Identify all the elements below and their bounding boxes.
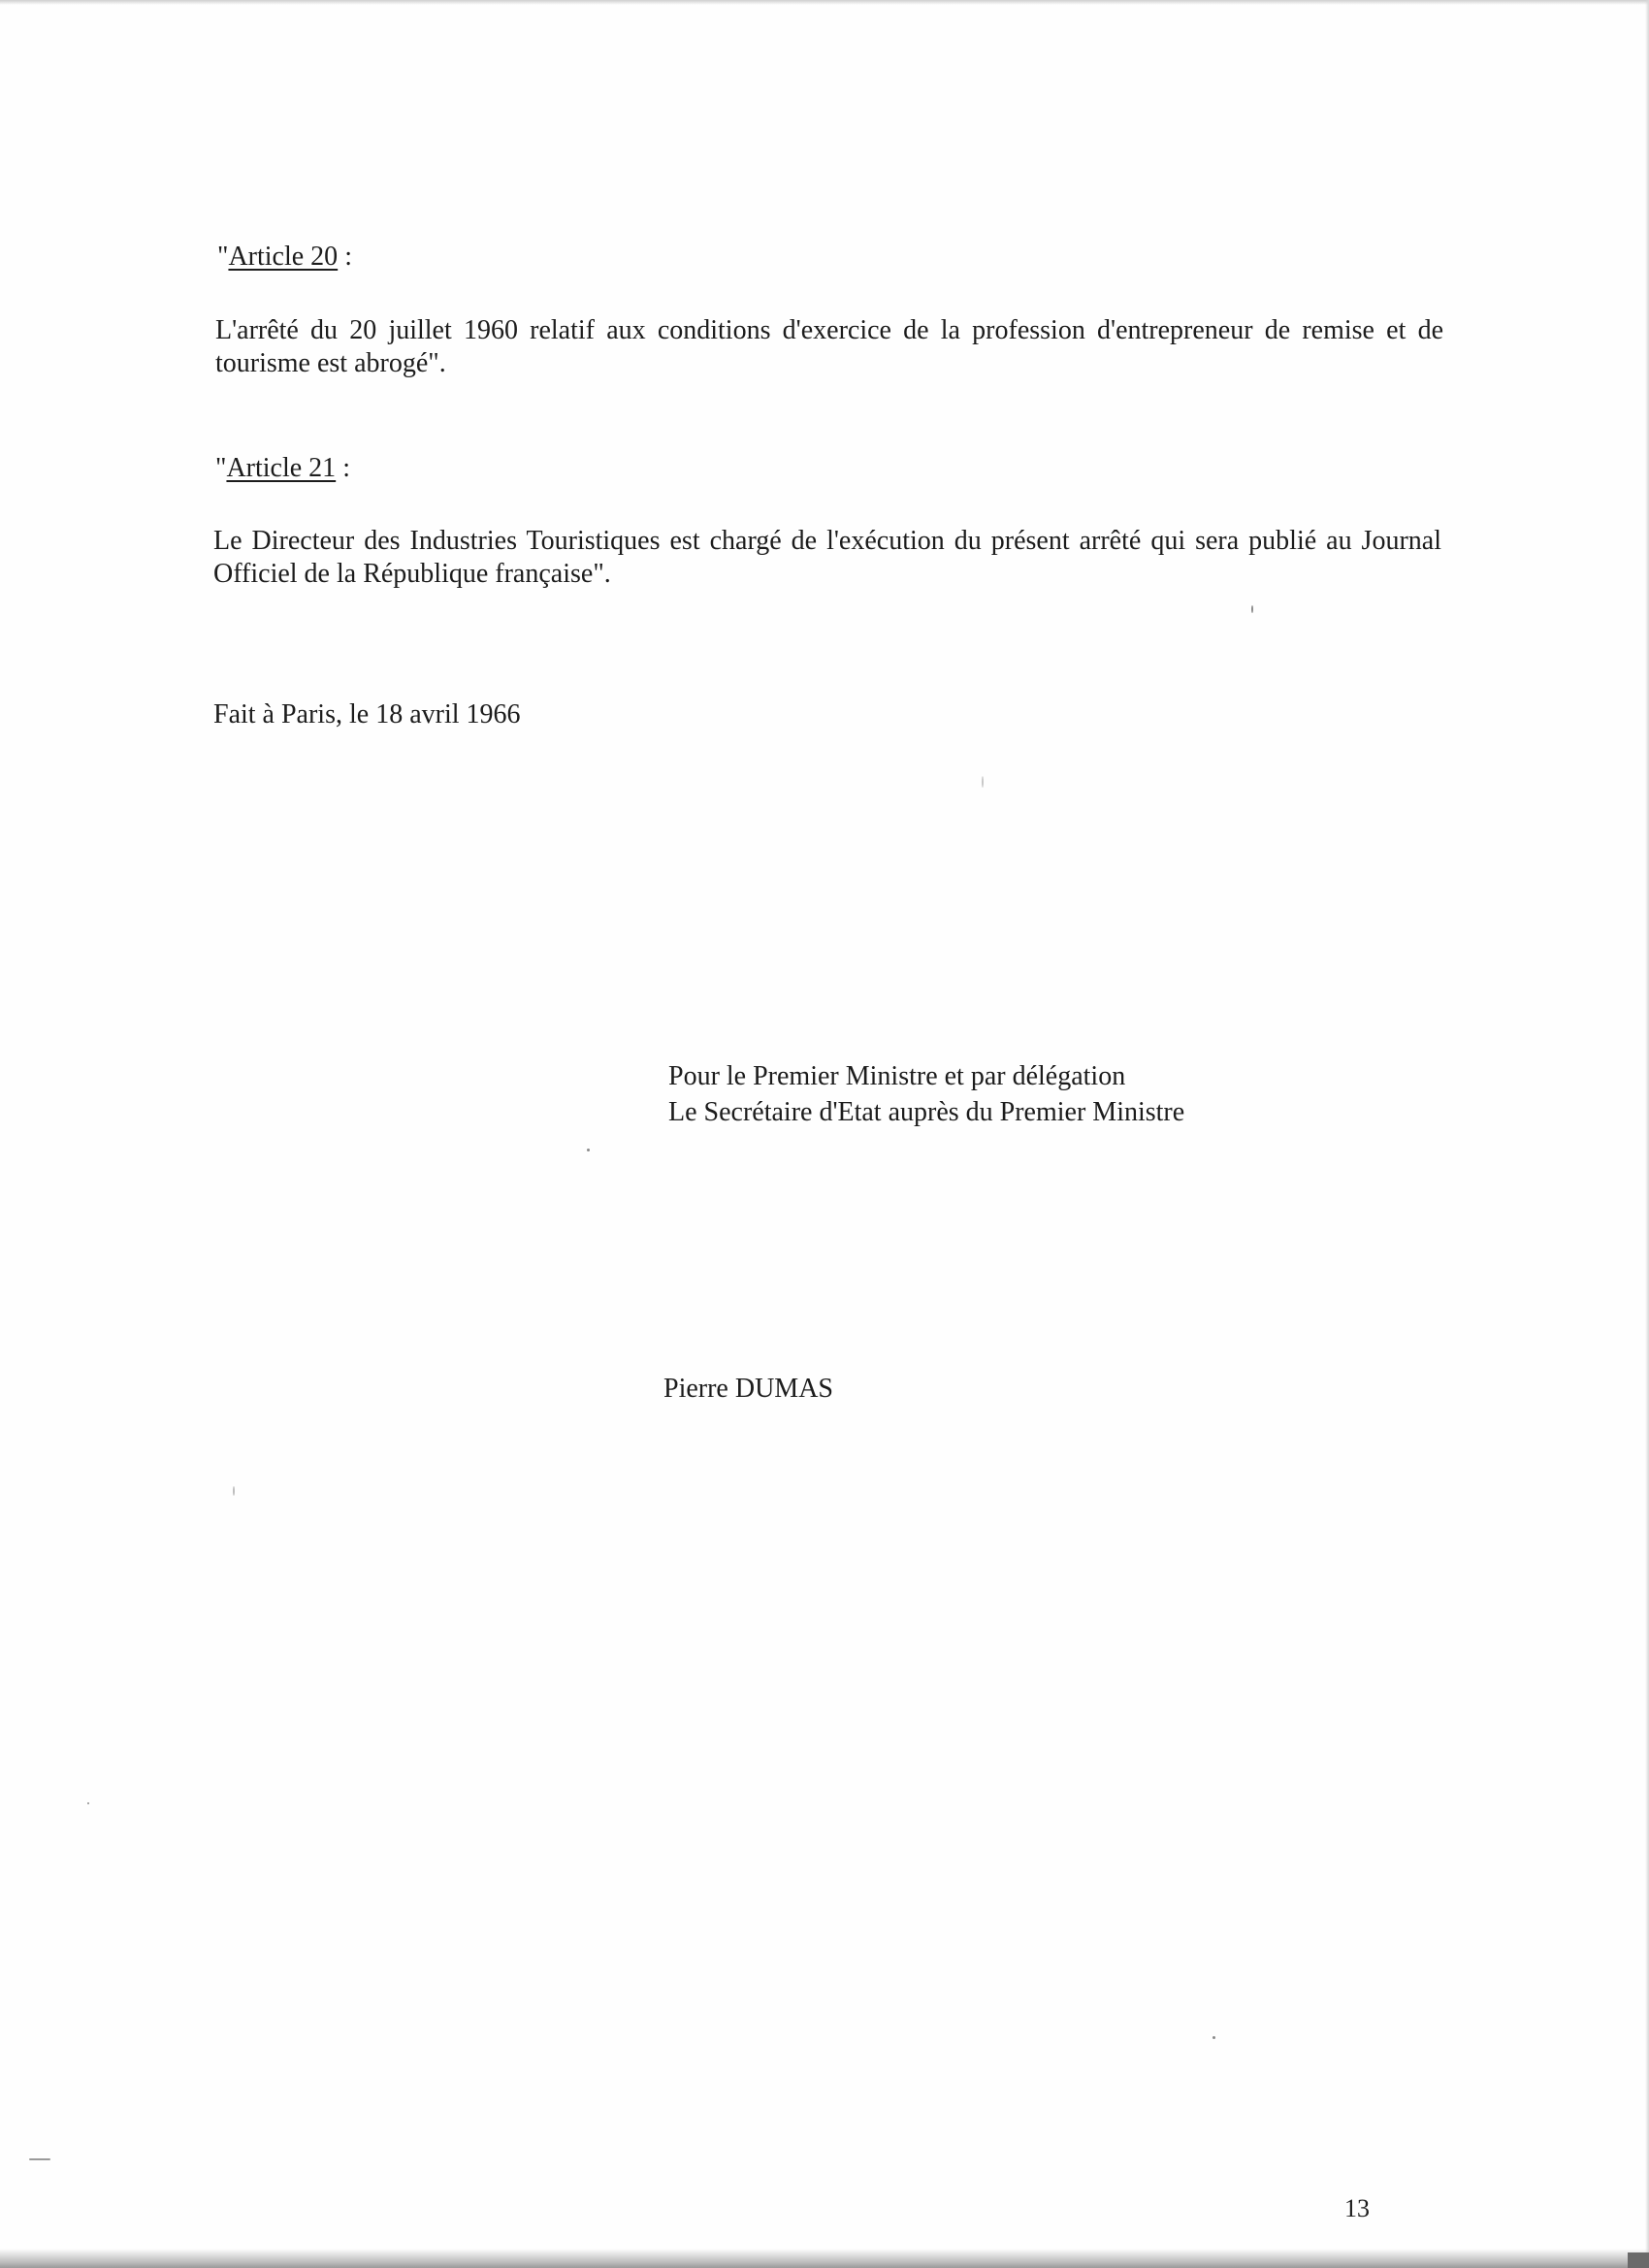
article-20-quote: " [217, 242, 229, 272]
article-20-heading [217, 241, 352, 274]
article-20-label: Article 20 [228, 242, 339, 272]
page-number: 13 [1344, 2194, 1370, 2222]
scan-edge-right [1645, 0, 1649, 2268]
signatory-name: Pierre DUMAS [663, 1374, 833, 1404]
scan-corner-mark [1628, 2252, 1649, 2268]
article-20-body: L'arrêté du 20 juillet 1960 relatif aux conditions d'exercice de la profession d'entrepreneur de remise et de tourisme est abrogé". [215, 315, 1443, 378]
signature-line-2: Le Secrétaire d'Etat auprès du Premier Ministre [668, 1097, 1185, 1127]
scan-speck [1212, 2036, 1215, 2039]
signature-line-1: Pour le Premier Ministre et par délégation [668, 1061, 1126, 1091]
article-20-suffix: : [338, 242, 352, 272]
article-21-label: Article 21 [226, 453, 337, 483]
scan-speck [29, 2158, 50, 2160]
scan-edge-bottom [0, 2249, 1649, 2268]
scan-speck [233, 1486, 235, 1496]
article-21-heading [215, 452, 350, 485]
date-line: Fait à Paris, le 18 avril 1966 [213, 699, 521, 729]
article-21-quote: " [215, 453, 227, 483]
article-21-suffix: : [336, 453, 350, 483]
scan-speck [587, 1149, 590, 1151]
scan-edge-top [0, 0, 1649, 5]
scan-speck [982, 776, 984, 788]
scan-speck [87, 1802, 89, 1804]
article-21-body: Le Directeur des Industries Touristiques est chargé de l'exécution du présent arrêté qui sera publié au Journal Officiel de la République française". [213, 526, 1441, 589]
scan-speck [1251, 605, 1253, 613]
